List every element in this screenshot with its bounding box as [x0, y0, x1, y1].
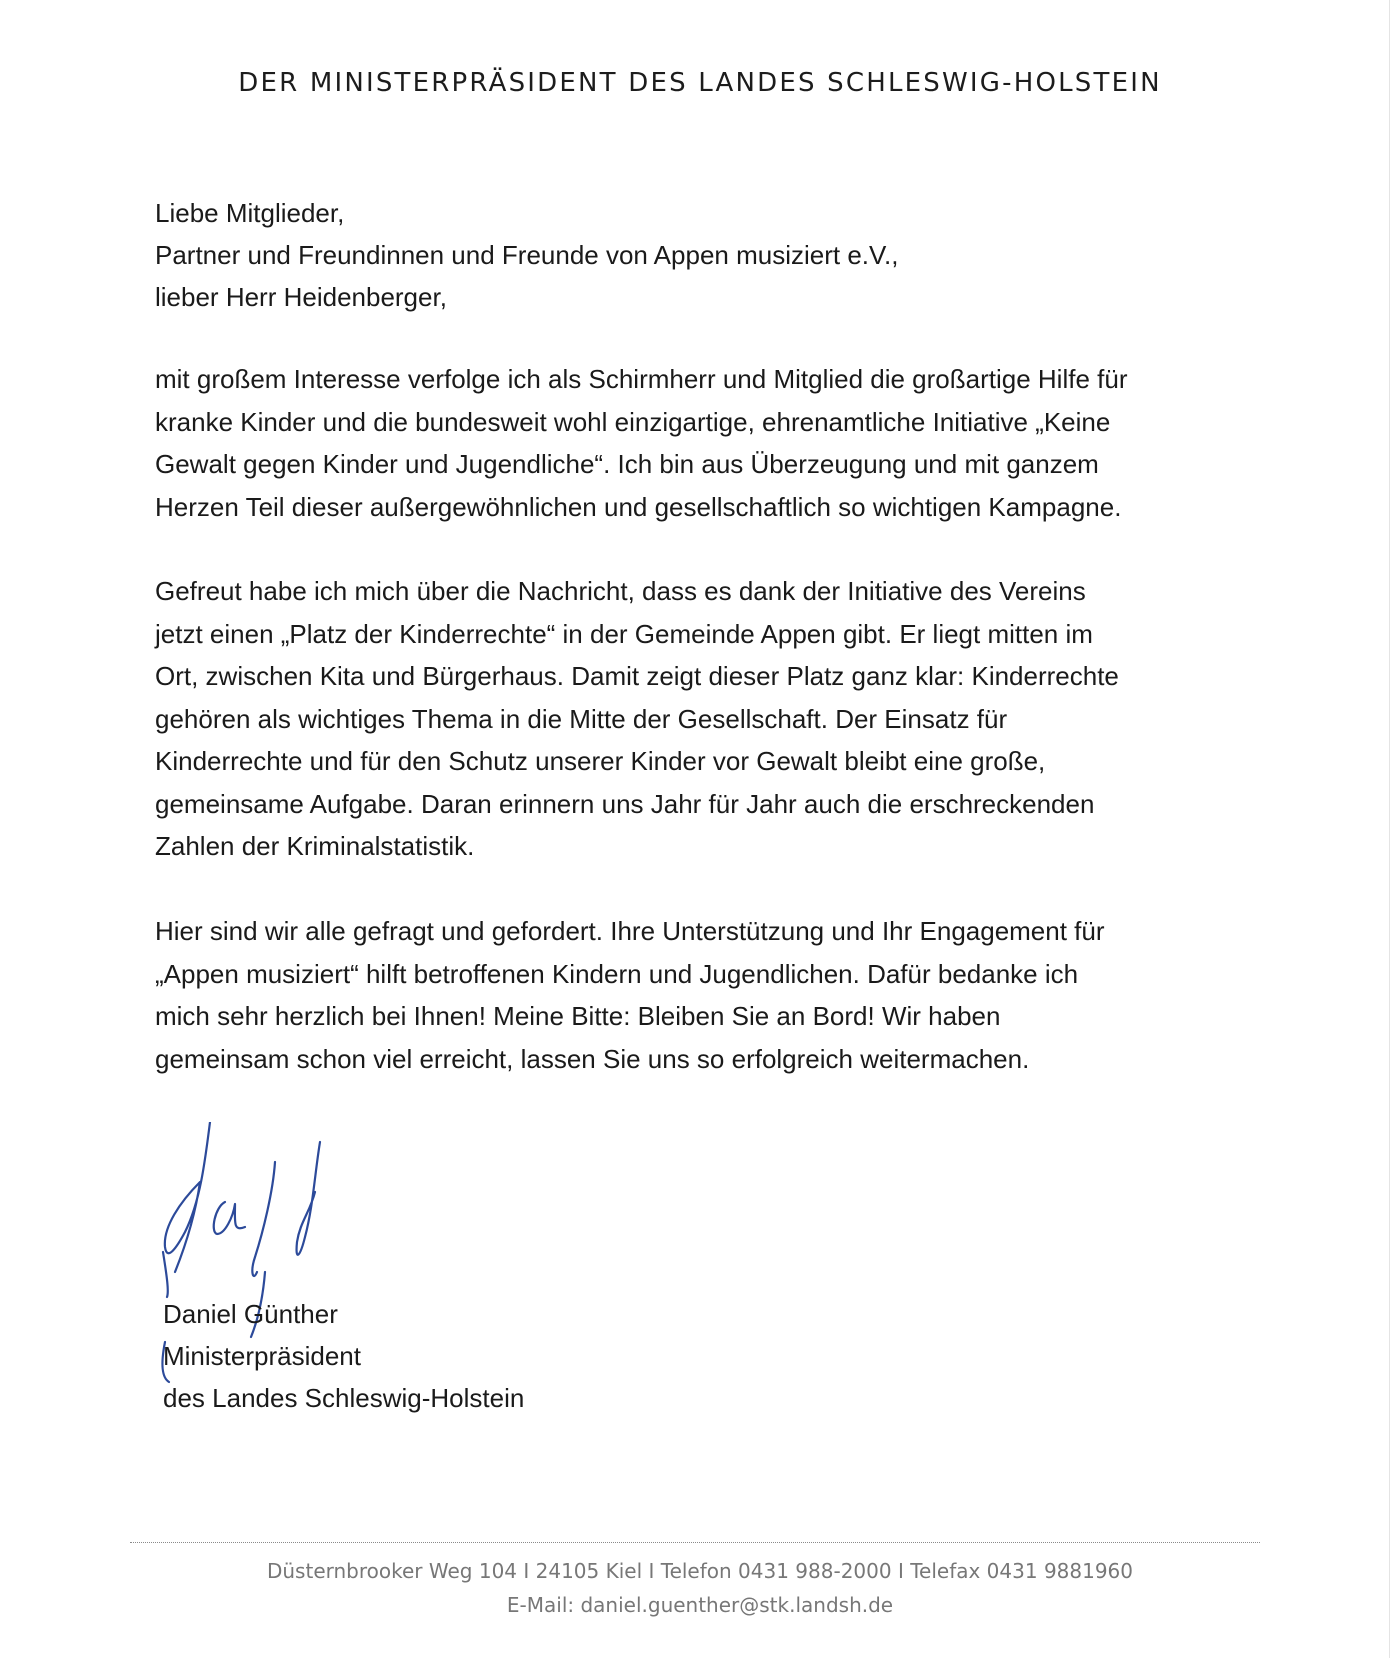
- paragraph-line: „Appen musiziert“ hilft betroffenen Kindern und Jugendlichen. Dafür bedanke ich: [155, 958, 1079, 989]
- closing-block: [163, 1293, 524, 1419]
- salutation-line: lieber Herr Heidenberger,: [155, 282, 447, 312]
- signatory-position: Ministerpräsident: [163, 1341, 361, 1371]
- footer-email: E-Mail: daniel.guenther@stk.landsh.de: [506, 1593, 894, 1617]
- salutation: [155, 192, 898, 318]
- paragraph-line: Zahlen der Kriminalstatistik.: [155, 831, 475, 861]
- paragraph-line: Gefreut habe ich mich über die Nachricht, dass es dank der Initiative des Vereins: [155, 576, 1086, 606]
- paragraph-line: kranke Kinder und die bundesweit wohl einzigartige, ehrenamtliche Initiative „Keine: [155, 406, 1111, 437]
- letterhead-title: DER MINISTERPRÄSIDENT DES LANDES SCHLESWIG-HOLSTEIN: [238, 68, 1162, 98]
- paragraph-line: Herzen Teil dieser außergewöhnlichen und gesellschaftlich so wichtigen Kampagne.: [155, 491, 1122, 522]
- paragraph-line: jetzt einen „Platz der Kinderrechte“ in der Gemeinde Appen gibt. Er liegt mitten im: [155, 618, 1093, 649]
- body-paragraph-3: [155, 910, 1235, 1080]
- footer-divider: [130, 1542, 1260, 1543]
- paragraph-line: mit großem Interesse verfolge ich als Schirmherr und Mitglied die großartige Hilfe für: [155, 364, 1128, 394]
- paragraph-line: gemeinsam schon viel erreicht, lassen Sie uns so erfolgreich weitermachen.: [155, 1043, 1030, 1074]
- paragraph-line: Ort, zwischen Kita und Bürgerhaus. Damit zeigt dieser Platz ganz klar: Kinderrechte: [155, 661, 1119, 691]
- paragraph-line: Hier sind wir alle gefragt und gefordert. Ihre Unterstützung und Ihr Engagement für: [155, 916, 1105, 946]
- salutation-line: Liebe Mitglieder,: [155, 198, 345, 228]
- paragraph-line: gemeinsame Aufgabe. Daran erinnern uns Jahr für Jahr auch die erschreckenden: [155, 788, 1095, 819]
- signatory-name: Daniel Günther: [163, 1299, 338, 1329]
- paragraph-line: gehören als wichtiges Thema in die Mitte der Gesellschaft. Der Einsatz für: [155, 703, 1008, 734]
- body-paragraph-2: [155, 570, 1235, 868]
- paragraph-line: mich sehr herzlich bei Ihnen! Meine Bitte: Bleiben Sie an Bord! Wir haben: [155, 1001, 1001, 1031]
- salutation-line: Partner und Freundinnen und Freunde von Appen musiziert e.V.,: [155, 240, 899, 270]
- scan-edge: [1389, 0, 1390, 1658]
- body-paragraph-1: [155, 358, 1235, 528]
- footer: [0, 1554, 1400, 1622]
- paragraph-line: Kinderrechte und für den Schutz unserer Kinder vor Gewalt bleibt eine große,: [155, 746, 1046, 776]
- signatory-organization: des Landes Schleswig-Holstein: [163, 1383, 525, 1413]
- footer-address: Düsternbrooker Weg 104 I 24105 Kiel I Telefon 0431 988-2000 I Telefax 0431 9881960: [266, 1559, 1134, 1583]
- paragraph-line: Gewalt gegen Kinder und Jugendliche“. Ich bin aus Überzeugung und mit ganzem: [155, 449, 1099, 479]
